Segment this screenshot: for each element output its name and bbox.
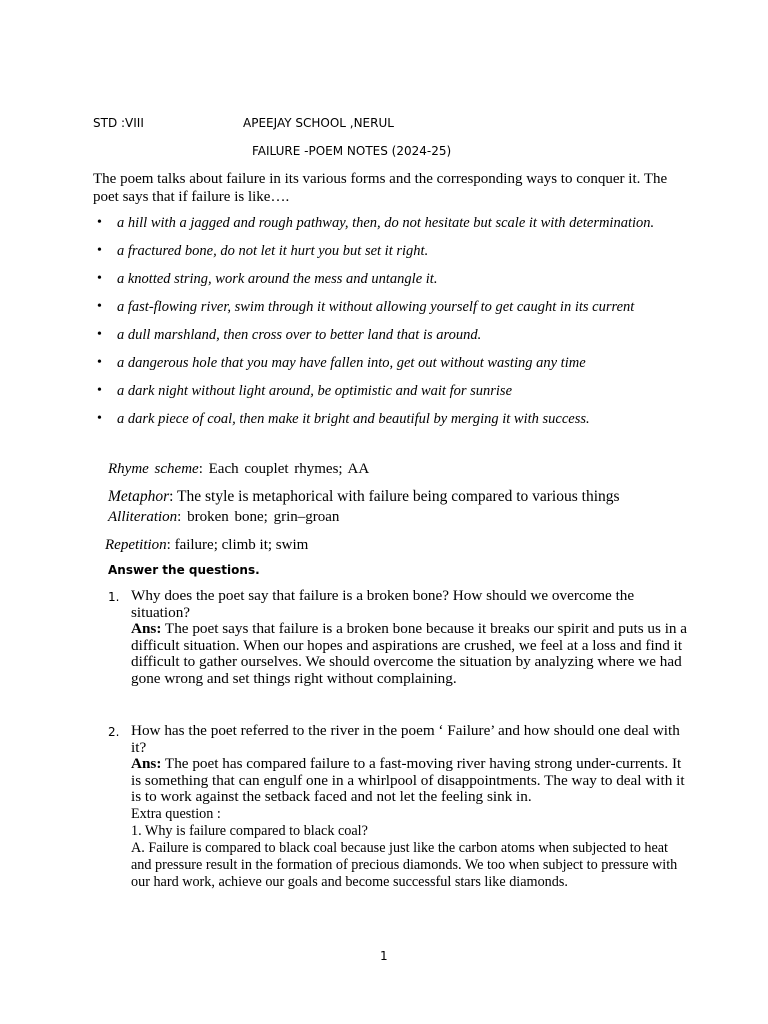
rhyme-scheme-label: Rhyme scheme	[108, 461, 199, 477]
bullet-icon: •	[97, 383, 102, 398]
extra-question-text: 1. Why is failure compared to black coal?	[131, 822, 368, 839]
question-block	[108, 723, 688, 891]
metaphor-label: Metaphor	[108, 488, 170, 505]
answer-content: The poet says that failure is a broken bone because it breaks our spirit and puts us in a difficult situation. When our hopes and aspirations are crushed, we feel at a loss and find it difficult to gather ourselves. We should overcome the situation by analyzing where we had gone wrong and set things right without complaining.	[131, 620, 688, 687]
intro-paragraph: The poem talks about failure in its various forms and the corresponding ways to conquer it. The poet says that if failure is like….	[93, 171, 668, 205]
document-title: FAILURE -POEM NOTES (2024-25)	[252, 144, 452, 158]
list-item	[93, 242, 693, 260]
answer-content: The poet has compared failure to a fast-moving river having strong under-currents. It is something that can engulf one in a whirlpool of disappointments. The way to deal with it is to work against the setback faced and not let the feeling sink in.	[131, 755, 685, 805]
repetition-label: Repetition	[105, 537, 167, 553]
school-name: APEEJAY SCHOOL ,NERUL	[243, 116, 394, 130]
failure-forms-list	[93, 214, 693, 438]
question-block	[108, 588, 688, 687]
list-item-text: a fast-flowing river, swim through it without allowing yourself to get caught in its current	[117, 299, 635, 315]
list-item-text: a hill with a jagged and rough pathway, then, do not hesitate but scale it with determination.	[117, 215, 655, 231]
list-item	[93, 410, 693, 428]
rhyme-scheme-line	[108, 460, 369, 478]
bullet-icon: •	[97, 355, 102, 370]
page-number: 1	[380, 949, 388, 963]
answer-label: Ans:	[131, 755, 162, 772]
list-item	[93, 298, 693, 316]
bullet-icon: •	[97, 243, 102, 258]
list-item	[93, 382, 693, 400]
list-item-text: a dark night without light around, be optimistic and wait for sunrise	[117, 383, 513, 399]
question-body	[131, 588, 688, 687]
list-item-text: a dark piece of coal, then make it bright and beautiful by merging it with success.	[117, 411, 590, 427]
answer-label: Ans:	[131, 620, 162, 637]
bullet-icon: •	[97, 271, 102, 286]
bullet-icon: •	[97, 215, 102, 230]
extra-answer-text: A. Failure is compared to black coal because just like the carbon atoms when subjected to heat and pressure result in the formation of precious diamonds. We too when subject to pressure with our hard work, achieve our goals and become successful stars like diamonds.	[131, 839, 678, 890]
repetition-text: : failure; climb it; swim	[166, 537, 309, 553]
list-item	[93, 270, 693, 288]
extra-question-block	[131, 806, 688, 891]
answer-text	[131, 621, 688, 687]
list-item-text: a fractured bone, do not let it hurt you but set it right.	[117, 243, 429, 259]
list-item-text: a dangerous hole that you may have fallen into, get out without wasting any time	[117, 355, 586, 371]
question-body	[131, 723, 688, 806]
list-item-text: a dull marshland, then cross over to better land that is around.	[117, 327, 482, 343]
metaphor-text: : The style is metaphorical with failure being compared to various things	[169, 488, 620, 505]
alliteration-line	[108, 508, 339, 526]
list-item	[93, 354, 693, 372]
extra-question-heading: Extra question :	[131, 805, 221, 822]
list-item	[93, 326, 693, 344]
question-number: 1.	[108, 590, 120, 604]
repetition-line	[105, 536, 308, 554]
metaphor-line	[108, 488, 620, 506]
answer-text	[131, 756, 688, 806]
bullet-icon: •	[97, 411, 102, 426]
bullet-icon: •	[97, 327, 102, 342]
alliteration-text: : broken bone; grin–groan	[177, 509, 340, 525]
bullet-icon: •	[97, 299, 102, 314]
question-text: Why does the poet say that failure is a broken bone? How should we overcome the situation?	[131, 587, 635, 621]
answer-heading: Answer the questions.	[108, 563, 260, 577]
alliteration-label: Alliteration	[108, 509, 178, 525]
question-text: How has the poet referred to the river in the poem ‘ Failure’ and how should one deal with it?	[131, 722, 680, 756]
question-number: 2.	[108, 725, 120, 739]
list-item-text: a knotted string, work around the mess and untangle it.	[117, 271, 438, 287]
list-item	[93, 214, 693, 232]
rhyme-scheme-text: : Each couplet rhymes; AA	[198, 461, 370, 477]
class-label: STD :VIII	[93, 116, 144, 130]
